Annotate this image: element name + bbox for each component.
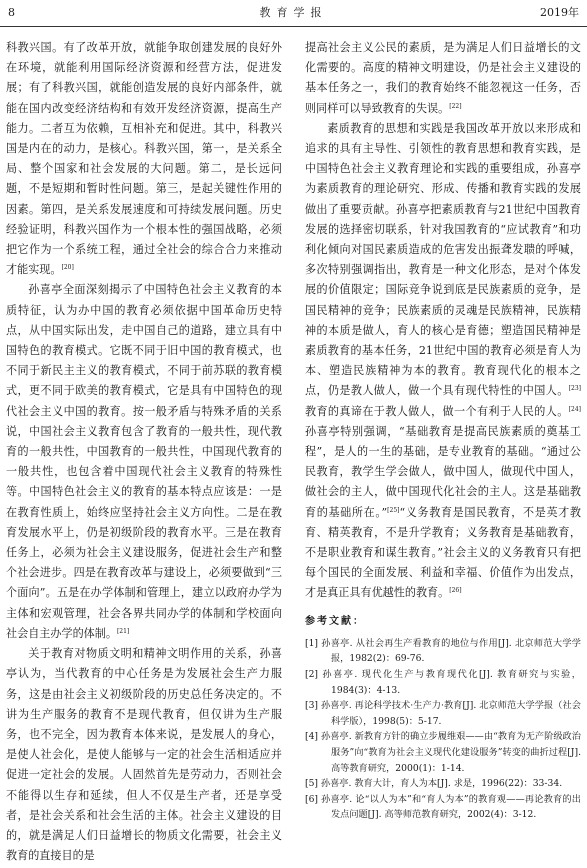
reference-item: [3] 孙喜亭. 再论科学技术·生产力·教育[J]. 北京师范大学学报（社会科学版），1998(5)：5-17.	[305, 700, 581, 727]
paragraph: 孙喜亭全面深刻揭示了中国特色社会主义教育的本质特征，认为办中国的教育必须依据中国革命历史特点，从中国实际出发，走中国自己的道路，建立具有中国特色的教育模式。它既不同于旧中国的教育模式，也不同于新民主主义的教育模式，不同于前苏联的教育模式，更不同于欧美的教育模式，它是具有中国特色的现代社会主义中国的教育。按一般矛盾与特殊矛盾的关系说，中国社会主义教育包含了教育的一般共性，现代教育的一般共性，中国教育的一般共性，中国现代教育的一般共性，也包含着中国现代社会主义教育的特殊性等。中国特色社会主义的教育的基本特点应该是：一是在教育性质上，始终应坚持社会主义方向性。二是在教育发展水平上，仍是初级阶段的教育水平。三是在教育任务上，必须为社会主义建设服务，促进社会生产和整个社会进步。四是在教育改革与建设上，必须要做到“三个面向”。五是在办学体制和管理上，建立以政府办学为主体和宏观管理，社会各界共同办学的体制和学校面向社会自主办学的体制。[21]	[6, 283, 282, 640]
references-heading: 参考文献：	[305, 615, 365, 627]
reference-item: [2] 孙喜亭. 现代化生产与教育现代化[J]. 教育研究与实验，1984(3)：4-13.	[305, 669, 581, 696]
journal-year: 2019年	[540, 6, 579, 19]
page-number: 8	[8, 6, 15, 19]
running-header	[0, 0, 587, 27]
paragraph: 关于教育对物质文明和精神文明作用的关系，孙喜亭认为，当代教育的中心任务是为发展社会生产力服务，这是由社会主义初级阶段的历史总任务决定的。不讲为生产服务的教育不是现代教育，但仅讲为生产服务，也不完全，因为教育本体来说，是发展人的身心，是使人社会化，是使人能够与一定的社会生活相适应并促进一定社会的发展。人固然首先是劳动力，否则社会不能得以生存和延续，但人不仅是生产者，还是享受者，是社会关系和社会生活的主体。社会主义建设的目的，就是满足人们日益增长的物质文化需要，社会主义教育的直接目的是	[6, 647, 282, 863]
reference-item: [4] 孙喜亭. 新教育方针的确立步履维艰——由“教育为无产阶级政治服务”向“教育为社会主义现代化建设服务”转变的曲折过程[J]. 高等教育研究，2000(1)：1-14.	[305, 731, 581, 774]
paragraph: 科教兴国。有了改革开放，就能争取创建发展的良好外在环境，就能利用国际经济资源和经营方法，促进发展；有了科教兴国，就能创造发展的良好内部条件，就能在国内改变经济结构和有效开发经济资源，提高生产能力。二者互为依赖，互相补充和促进。其中，科教兴国是内在的动力，是核心。科教兴国，第一，是关系全局、整个国家和社会发展的大问题。第二，是长远问题，不是短期和暂时性问题。第三，是起关键性作用的因素。第四，是关系发展速度和可持续发展问题。历史经验证明，科教兴国作为一个根本性的强国战略，必须把它作为一个系统工程，通过全社会的综合合力来推动才能实现。[20]	[6, 41, 282, 277]
journal-title: 教育学报	[259, 6, 328, 19]
left-column	[6, 38, 282, 866]
paragraph: 提高社会主义公民的素质，是为满足人们日益增长的文化需要的。高度的精神文明建设，仍是社会主义建设的基本任务之一，我们的教育始终不能忽视这一任务，否则同样可以导致教育的失误。[22]	[305, 41, 581, 115]
reference-item: [5] 孙喜亭. 教育大计，育人为本[J]. 求是，1996(22)：33-34.	[305, 778, 563, 790]
paragraph: 素质教育的思想和实践是我国改革开放以来形成和追求的具有主导性、引领性的教育思想和教育实践，是中国特色社会主义教育理论和实践的重要组成，孙喜亭为素质教育的理论研究、形成、传播和教育实践的发展做出了重要贡献。孙喜亭把素质教育与21世纪中国教育发展的选择密切联系，针对我国教育的“应试教育”和功利化倾向对国民素质造成的危害发出振聋发聩的呼喊，多次特别强调指出，教育是一种文化形态，是对个体发展的价值限定；国际竞争说到底是民族素质的竞争，是国民精神的竞争；民族素质的灵魂是民族精神，民族精神的本质是做人，育人的核心是育德；塑造国民精神是素质教育的基本任务，21世纪中国的教育必须是育人为本、塑造民族精神为本的教育。教育现代化的根本之点，仍是教人做人，做一个具有现代特性的中国人。[23]教育的真谛在于教人做人，做一个有利于人民的人。[24]孙喜亭特别强调，“基础教育是提高民族素质的奠基工程”，是人的一生的基础，是专业教育的基础。“通过公民教育，教学生学会做人，做中国人，做现代中国人，做社会的主人，做中国现代化社会的主人。这是基础教育的基础所在。”[25]“义务教育是国民教育，不是英才教育、精英教育，不是升学教育；义务教育是基础教育，不是职业教育和谋生教育。”社会主义的义务教育只有把每个国民的全面发展、利益和幸福、价值作为出发点，才是真正具有优越性的教育。[26]	[305, 121, 581, 600]
reference-item: [1] 孙喜亭. 从社会再生产看教育的地位与作用[J]. 北京师范大学学报，1982(2)：69-76.	[305, 637, 581, 665]
right-column	[305, 38, 581, 823]
reference-item: [6] 孙喜亭. 论“以人为本”和“育人为本”的教育观——再论教育的出发点问题[J]. 高等师范教育研究，2002(4)：3-12.	[305, 793, 581, 821]
